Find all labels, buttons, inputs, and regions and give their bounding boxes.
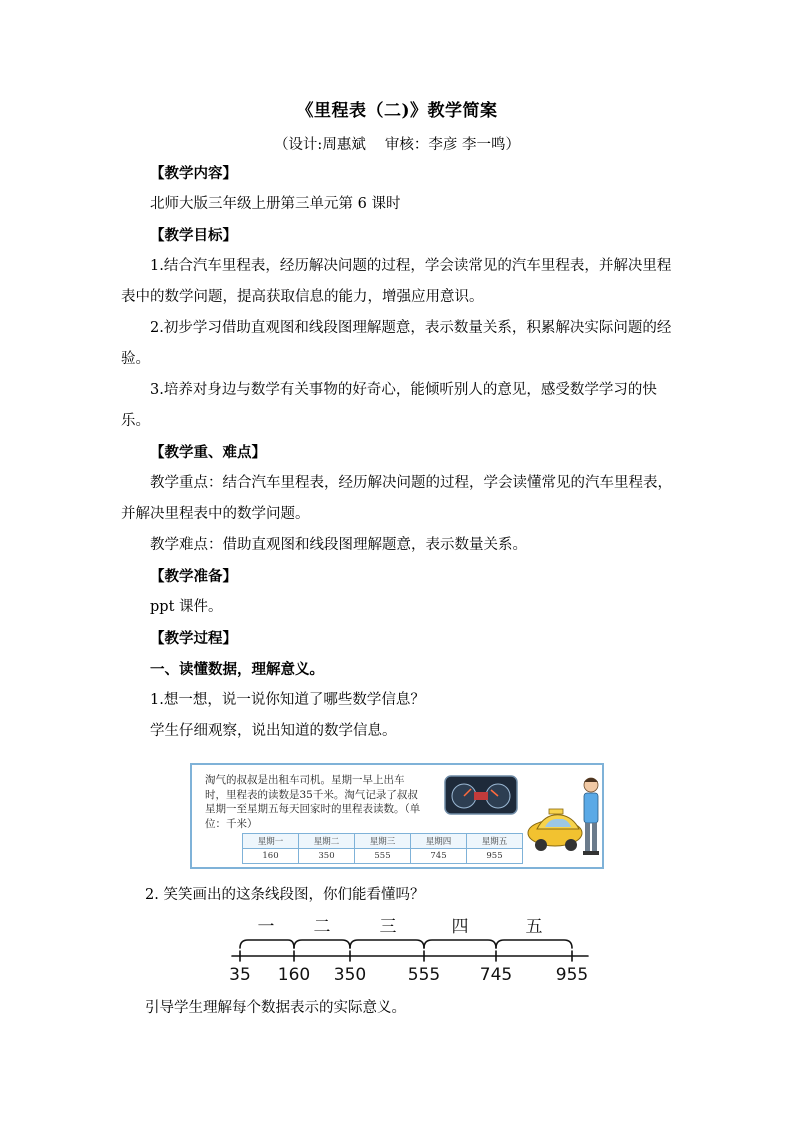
- goal-1: 1.结合汽车里程表，经历解决问题的过程，学会读常见的汽车里程表，并解决里程表中的数学问题，提高获取信息的能力，增强应用意识。: [121, 258, 672, 305]
- part-1-heading: 一、读懂数据，理解意义。: [150, 661, 324, 678]
- brace-mon: [240, 940, 294, 948]
- table-header-cell: 星期三: [355, 834, 411, 849]
- goal-3: 3.培养对身边与数学有关事物的好奇心，能倾听别人的意见，感受数学学习的快乐。: [121, 382, 657, 429]
- reading-label: 555: [407, 965, 441, 985]
- brace-fri: [496, 940, 572, 948]
- table-header-cell: 星期一: [243, 834, 299, 849]
- content-text: 北师大版三年级上册第三单元第 6 课时: [150, 196, 401, 212]
- reading-label: 745: [479, 965, 513, 985]
- table-cell: 350: [299, 849, 355, 864]
- reading-label: 35: [229, 965, 251, 985]
- table-header-cell: 星期四: [411, 834, 467, 849]
- reading-label: 350: [333, 965, 367, 985]
- odometer-table: [242, 833, 523, 864]
- brace-wed: [350, 940, 424, 948]
- table-header-cell: 星期二: [299, 834, 355, 849]
- table-row: [243, 849, 523, 864]
- brace-thu: [424, 940, 496, 948]
- page-subtitle: （设计:周惠斌 审核：李彦 李一鸣）: [273, 137, 521, 153]
- reading-label: 160: [277, 965, 311, 985]
- odometer-dashboard-icon: [444, 775, 518, 815]
- brace-tue: [294, 940, 350, 948]
- day-label: 五: [525, 917, 543, 937]
- table-header-row: [243, 834, 523, 849]
- difficulty-point: 教学难点：借助直观图和线段图理解题意，表示数量关系。: [150, 537, 527, 553]
- table-cell: 160: [243, 849, 299, 864]
- day-label: 四: [451, 917, 469, 937]
- process-heading: 【教学过程】: [150, 630, 237, 647]
- question-1: 1.想一想，说一说你知道了哪些数学信息？: [150, 692, 425, 708]
- prep-heading: 【教学准备】: [150, 568, 237, 585]
- table-cell: 745: [411, 849, 467, 864]
- table-cell: 955: [467, 849, 523, 864]
- page-title: 《里程表（二)》教学简案: [296, 101, 498, 121]
- day-label: 三: [379, 917, 397, 937]
- question-2: 2. 笑笑画出的这条线段图，你们能看懂吗？: [145, 887, 425, 903]
- table-cell: 555: [355, 849, 411, 864]
- content-heading: 【教学内容】: [150, 165, 237, 182]
- segment-diagram: [226, 912, 598, 986]
- key-point: 教学重点：结合汽车里程表，经历解决问题的过程，学会读懂常见的汽车里程表，并解决里程表中的数学问题。: [121, 475, 672, 522]
- taxi-driver-icon: [527, 771, 605, 859]
- reading-label: 955: [555, 965, 589, 985]
- problem-text: 淘气的叔叔是出租车司机。星期一早上出车时，里程表的读数是35千米。淘气记录了叔叔星期一至星期五每天回家时的里程表读数。（单位：千米）: [205, 774, 421, 830]
- question-1-answer: 学生仔细观察，说出知道的数学信息。: [150, 723, 397, 739]
- goal-2: 2.初步学习借助直观图和线段图理解题意，表示数量关系，积累解决实际问题的经验。: [121, 320, 672, 367]
- problem-illustration: [190, 763, 604, 869]
- lesson-body: [121, 158, 677, 747]
- day-label: 二: [313, 917, 331, 937]
- prep-text: ppt 课件。: [150, 599, 223, 615]
- day-label: 一: [257, 917, 275, 937]
- goals-heading: 【教学目标】: [150, 227, 237, 244]
- question-2-answer: 引导学生理解每个数据表示的实际意义。: [145, 1000, 406, 1016]
- table-header-cell: 星期五: [467, 834, 523, 849]
- key-heading: 【教学重、难点】: [150, 444, 266, 461]
